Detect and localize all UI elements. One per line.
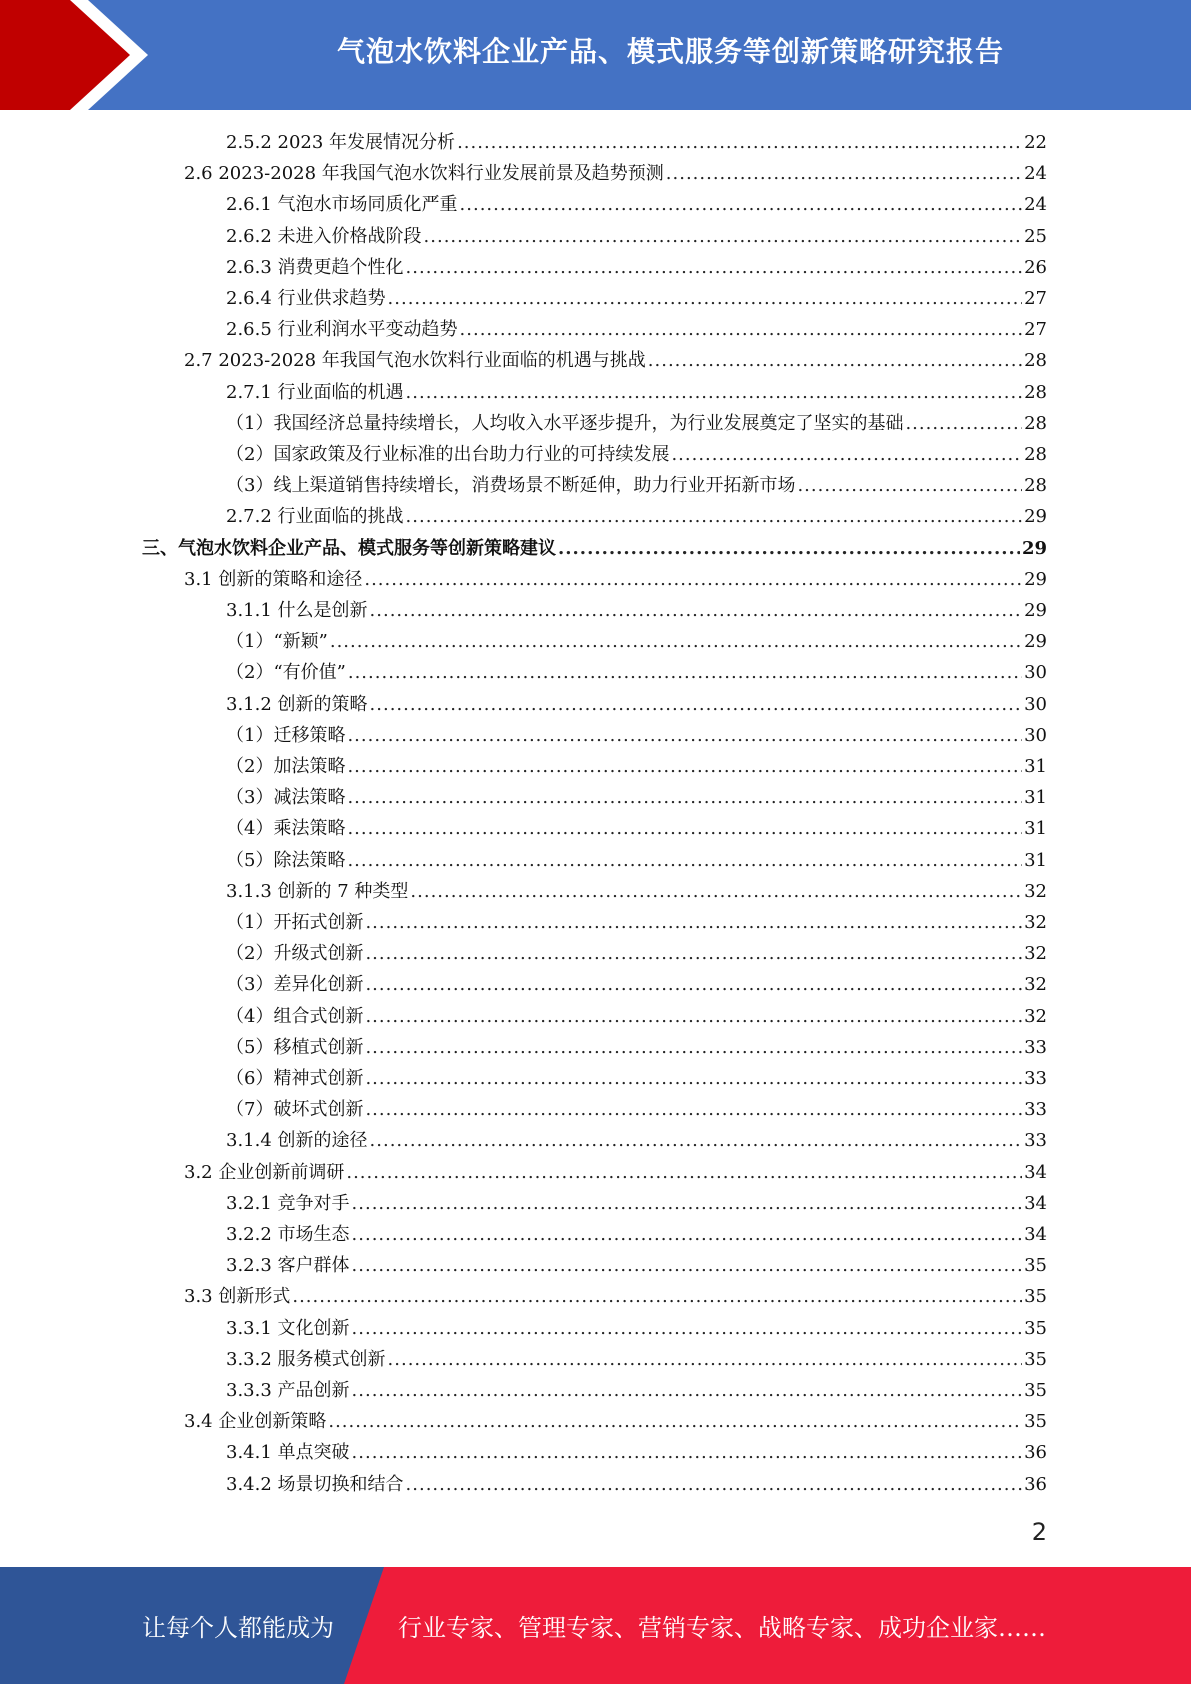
toc-entry-title: （3）线上渠道销售持续增长，消费场景不断延伸，助力行业开拓新市场	[226, 475, 796, 497]
toc-dot-leader	[352, 1437, 1023, 1468]
toc-entry-title: （4）组合式创新	[226, 1005, 364, 1027]
toc-entry-title: 2.6 2023-2028 年我国气泡水饮料行业发展前景及趋势预测	[184, 163, 664, 185]
toc-dot-leader	[365, 1001, 1022, 1032]
toc-entry-page: 32	[1024, 974, 1047, 996]
toc-entry-title: （2）“有价值”	[226, 662, 346, 684]
toc-entry-title: 3.2 企业创新前调研	[184, 1161, 345, 1183]
toc-entry-page: 27	[1024, 319, 1047, 341]
toc-entry[interactable]	[184, 564, 1047, 595]
footer-slogan: 让每个人都能成为	[142, 1614, 334, 1642]
toc-entry[interactable]	[226, 1094, 1047, 1125]
toc-entry[interactable]	[226, 1219, 1047, 1250]
toc-dot-leader	[797, 470, 1022, 501]
toc-entry-page: 28	[1024, 412, 1047, 434]
toc-entry-title: （1）迁移策略	[226, 724, 346, 746]
toc-entry-page: 30	[1024, 662, 1047, 684]
toc-entry[interactable]	[226, 1375, 1047, 1406]
toc-entry-title: 3.4.2 场景切换和结合	[226, 1473, 404, 1495]
toc-dot-leader	[406, 377, 1023, 408]
toc-entry-title: 3.3.3 产品创新	[226, 1380, 350, 1401]
toc-entry-title: 2.5.2 2023 年发展情况分析	[226, 132, 456, 153]
toc-entry-page: 35	[1024, 1411, 1047, 1433]
toc-entry-title: 2.7.1 行业面临的机遇	[226, 381, 404, 403]
toc-dot-leader	[905, 408, 1022, 439]
toc-entry[interactable]	[184, 158, 1047, 189]
toc-dot-leader	[370, 1125, 1023, 1156]
toc-entry[interactable]	[226, 751, 1047, 782]
toc-entry-page: 36	[1024, 1473, 1047, 1495]
toc-entry[interactable]	[226, 1313, 1047, 1344]
toc-entry-title: （2）升级式创新	[226, 943, 364, 965]
toc-entry-title: （5）移植式创新	[226, 1036, 364, 1058]
toc-entry-title: （7）破坏式创新	[226, 1099, 364, 1121]
toc-dot-leader	[410, 876, 1022, 907]
toc-dot-leader	[406, 252, 1023, 283]
toc-entry[interactable]	[226, 1437, 1047, 1468]
toc-entry-page: 34	[1024, 1192, 1047, 1214]
toc-entry[interactable]	[226, 626, 1047, 657]
toc-entry-title: 3.4 企业创新策略	[184, 1411, 327, 1433]
toc-entry[interactable]	[226, 689, 1047, 720]
toc-entry[interactable]	[184, 1406, 1047, 1437]
toc-dot-leader	[347, 813, 1022, 844]
page-header	[0, 0, 1191, 110]
toc-entry[interactable]	[226, 1063, 1047, 1094]
toc-entry[interactable]	[226, 1344, 1047, 1375]
toc-entry-page: 27	[1024, 288, 1047, 309]
toc-entry[interactable]	[226, 720, 1047, 751]
toc-entry-title: （4）乘法策略	[226, 818, 346, 840]
toc-entry-title: 2.6.3 消费更趋个性化	[226, 256, 404, 278]
toc-entry[interactable]	[226, 1001, 1047, 1032]
toc-entry-page: 32	[1024, 1005, 1047, 1027]
toc-dot-leader	[352, 1375, 1023, 1406]
toc-dot-leader	[671, 439, 1022, 470]
toc-entry[interactable]	[226, 782, 1047, 813]
toc-entry-page: 28	[1024, 350, 1047, 372]
toc-entry-page: 24	[1024, 194, 1047, 216]
toc-entry-title: 3.3 创新形式	[184, 1286, 291, 1308]
toc-entry[interactable]	[226, 907, 1047, 938]
toc-entry-page: 34	[1024, 1224, 1047, 1245]
toc-entry[interactable]	[226, 189, 1047, 220]
toc-dot-leader	[460, 189, 1023, 220]
toc-entry-page: 35	[1024, 1380, 1047, 1401]
toc-entry-page: 31	[1024, 756, 1047, 777]
toc-entry-title: 3.2.1 竞争对手	[226, 1192, 350, 1214]
toc-entry[interactable]	[226, 252, 1047, 283]
toc-entry[interactable]	[184, 1281, 1047, 1312]
toc-dot-leader	[460, 314, 1023, 345]
toc-entry[interactable]	[226, 283, 1047, 314]
toc-entry[interactable]	[226, 845, 1047, 876]
toc-entry-page: 32	[1024, 912, 1047, 933]
toc-entry-title: 2.7.2 行业面临的挑战	[226, 506, 404, 528]
toc-entry[interactable]	[226, 408, 1047, 439]
toc-dot-leader	[648, 345, 1022, 376]
toc-dot-leader	[388, 1344, 1023, 1375]
toc-dot-leader	[365, 1032, 1022, 1063]
toc-entry-page: 33	[1024, 1130, 1047, 1152]
toc-entry-title: 2.7 2023-2028 年我国气泡水饮料行业面临的机遇与挑战	[184, 350, 646, 372]
toc-entry[interactable]	[184, 1157, 1047, 1188]
toc-entry-page: 29	[1024, 631, 1047, 653]
toc-entry[interactable]	[226, 657, 1047, 688]
toc-dot-leader	[365, 1094, 1022, 1125]
toc-entry-title: 2.6.1 气泡水市场同质化严重	[226, 194, 458, 216]
toc-entry[interactable]	[226, 1188, 1047, 1219]
toc-entry-page: 30	[1024, 693, 1047, 715]
toc-entry-title: 3.1.3 创新的 7 种类型	[226, 880, 409, 902]
toc-entry-page: 28	[1024, 381, 1047, 403]
toc-dot-leader	[347, 845, 1022, 876]
toc-dot-leader	[406, 1469, 1023, 1500]
toc-dot-leader	[328, 1406, 1022, 1437]
toc-entry[interactable]	[226, 876, 1047, 907]
toc-entry[interactable]	[226, 314, 1047, 345]
toc-entry-title: （2）加法策略	[226, 756, 346, 777]
toc-entry-title: （5）除法策略	[226, 849, 346, 871]
toc-entry[interactable]	[184, 345, 1047, 376]
toc-entry-title: （3）减法策略	[226, 787, 346, 809]
toc-dot-leader	[347, 751, 1022, 782]
toc-dot-leader	[346, 1157, 1022, 1188]
toc-entry[interactable]	[226, 501, 1047, 532]
toc-entry-page: 32	[1024, 880, 1047, 902]
toc-dot-leader	[365, 938, 1022, 969]
toc-entry[interactable]	[226, 127, 1047, 158]
toc-entry-page: 29	[1024, 600, 1047, 621]
toc-entry-page: 31	[1024, 787, 1047, 809]
toc-dot-leader	[364, 564, 1022, 595]
toc-entry[interactable]	[226, 470, 1047, 501]
toc-entry[interactable]	[226, 813, 1047, 844]
toc-entry[interactable]	[142, 533, 1047, 564]
toc-entry-page: 32	[1024, 943, 1047, 965]
toc-dot-leader	[365, 1063, 1022, 1094]
toc-entry-title: 3.2.2 市场生态	[226, 1224, 350, 1245]
toc-entry[interactable]	[226, 1250, 1047, 1281]
toc-entry-title: 3.1.4 创新的途径	[226, 1130, 368, 1152]
toc-entry-title: （2）国家政策及行业标准的出台助力行业的可持续发展	[226, 444, 670, 465]
toc-entry[interactable]	[226, 1469, 1047, 1500]
toc-entry-title: 3.2.3 客户群体	[226, 1255, 350, 1277]
toc-entry-title: 三、气泡水饮料企业产品、模式服务等创新策略建议	[142, 537, 556, 559]
toc-dot-leader	[388, 283, 1023, 314]
toc-entry-page: 22	[1024, 132, 1047, 153]
toc-entry-page: 33	[1024, 1036, 1047, 1058]
toc-dot-leader	[348, 657, 1022, 688]
toc-dot-leader	[666, 158, 1022, 189]
toc-entry-page: 34	[1024, 1161, 1047, 1183]
toc-entry-page: 35	[1024, 1255, 1047, 1277]
toc-dot-leader	[558, 533, 1020, 564]
toc-entry-page: 29	[1021, 537, 1047, 559]
toc-entry[interactable]	[226, 595, 1047, 626]
toc-dot-leader	[352, 1250, 1023, 1281]
toc-entry-page: 29	[1024, 568, 1047, 590]
page-footer	[0, 1567, 1191, 1684]
toc-dot-leader	[352, 1219, 1023, 1250]
toc-entry[interactable]	[226, 1032, 1047, 1063]
toc-entry-page: 31	[1024, 849, 1047, 871]
toc-entry[interactable]	[226, 221, 1047, 252]
toc-entry-page: 28	[1024, 475, 1047, 497]
toc-dot-leader	[347, 720, 1022, 751]
toc-dot-leader	[352, 1313, 1023, 1344]
toc-entry-page: 30	[1024, 724, 1047, 746]
toc-dot-leader	[365, 969, 1022, 1000]
toc-entry-page: 26	[1024, 256, 1047, 278]
toc-entry-title: 3.1 创新的策略和途径	[184, 568, 363, 590]
toc-entry[interactable]	[226, 1125, 1047, 1156]
toc-dot-leader	[457, 127, 1022, 158]
toc-entry-title: 3.1.1 什么是创新	[226, 600, 368, 621]
toc-entry-title: （1）我国经济总量持续增长，人均收入水平逐步提升，为行业发展奠定了坚实的基础	[226, 412, 904, 434]
toc-entry-title: 2.6.2 未进入价格战阶段	[226, 225, 422, 247]
report-title: 气泡水饮料企业产品、模式服务等创新策略研究报告	[336, 35, 1004, 68]
toc-entry-title: 3.3.1 文化创新	[226, 1317, 350, 1339]
toc-dot-leader	[370, 595, 1023, 626]
toc-entry-title: （1）开拓式创新	[226, 912, 364, 933]
toc-entry-title: 3.4.1 单点突破	[226, 1442, 350, 1464]
toc-entry-page: 25	[1024, 225, 1047, 247]
toc-entry[interactable]	[226, 377, 1047, 408]
toc-dot-leader	[347, 782, 1022, 813]
toc-entry-title: 3.1.2 创新的策略	[226, 693, 368, 715]
toc-dot-leader	[424, 221, 1023, 252]
toc-entry-title: （3）差异化创新	[226, 974, 364, 996]
toc-entry-title: （6）精神式创新	[226, 1068, 364, 1089]
toc-entry-title: （1）“新颖”	[226, 631, 328, 653]
toc-entry-page: 28	[1024, 444, 1047, 465]
toc-dot-leader	[352, 1188, 1023, 1219]
toc-entry-page: 36	[1024, 1442, 1047, 1464]
toc-entry-page: 24	[1024, 163, 1047, 185]
toc-entry[interactable]	[226, 938, 1047, 969]
toc-entry-page: 31	[1024, 818, 1047, 840]
toc-entry-title: 3.3.2 服务模式创新	[226, 1348, 386, 1370]
toc-entry[interactable]	[226, 439, 1047, 470]
toc-dot-leader	[292, 1281, 1022, 1312]
toc-entry[interactable]	[226, 969, 1047, 1000]
toc-dot-leader	[370, 689, 1023, 720]
toc-entry-page: 33	[1024, 1068, 1047, 1089]
toc-dot-leader	[406, 501, 1023, 532]
toc-entry-page: 35	[1024, 1286, 1047, 1308]
toc-dot-leader	[330, 626, 1022, 657]
toc-entry-page: 35	[1024, 1317, 1047, 1339]
toc-entry-page: 33	[1024, 1099, 1047, 1121]
toc-dot-leader	[365, 907, 1022, 938]
page-number: 2	[1031, 1518, 1047, 1546]
toc-entry-page: 29	[1024, 506, 1047, 528]
footer-tagline: 行业专家、管理专家、营销专家、战略专家、成功企业家……	[398, 1614, 1046, 1642]
toc-entry-title: 2.6.4 行业供求趋势	[226, 288, 386, 309]
toc-entry-page: 35	[1024, 1348, 1047, 1370]
toc-entry-title: 2.6.5 行业利润水平变动趋势	[226, 319, 458, 341]
